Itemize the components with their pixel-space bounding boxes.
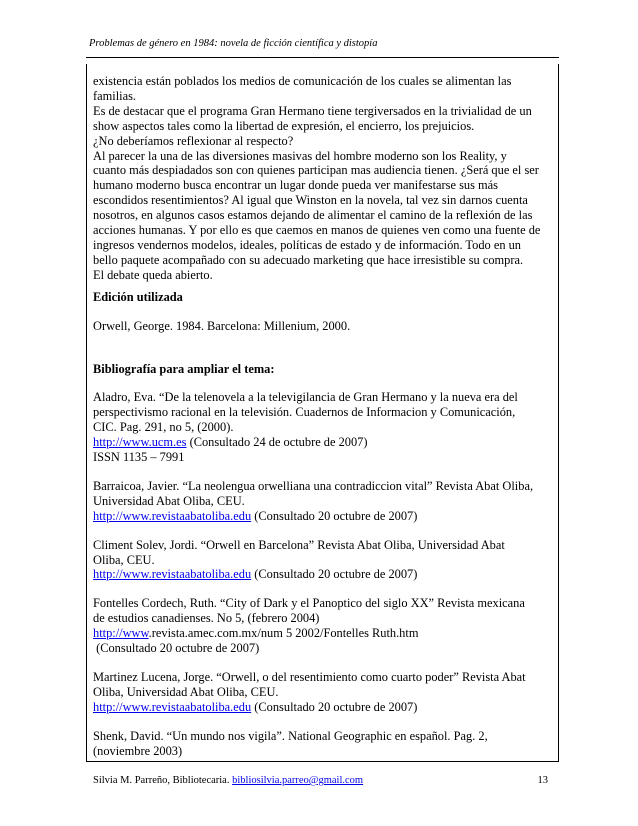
bibliography-entry — [93, 670, 553, 715]
body-line: escondidos resentimientos? Al igual que Winston en la novela, tal vez sin darnos cuenta — [93, 193, 528, 208]
body-line: El debate queda abierto. — [93, 267, 213, 282]
entry-link[interactable]: http://www — [93, 626, 149, 641]
body-line: acciones humanas. Y por ello es que caemos en manos de quienes ven como una fuente de — [93, 223, 541, 238]
edition-heading: Edición utilizada — [93, 289, 183, 304]
entry-line: Martinez Lucena, Jorge. “Orwell, o del resentimiento como cuarto poder” Revista Abat — [93, 670, 526, 684]
bibliography-entry — [93, 538, 553, 583]
entry-link-line — [93, 509, 553, 524]
body-line: humano moderno busca encontrar un lugar donde pueda ver manifestarse sus más — [93, 178, 498, 193]
body-line: cuanto más despiadados son con quienes participan mas audiencia tienen. ¿Será que el ser — [93, 163, 539, 178]
body-line: existencia están poblados los medios de comunicación de los cuales se alimentan las — [93, 74, 512, 88]
page-number: 13 — [537, 775, 548, 786]
entry-link[interactable]: http://www.revistaabatoliba.edu — [93, 699, 252, 714]
entry-link-line — [93, 700, 553, 715]
bibliography-entry — [93, 390, 553, 465]
entry-link[interactable]: http://www.revistaabatoliba.edu — [93, 508, 252, 523]
entry-line: perspectivismo racional en la televisión. Cuadernos de Informacion y Comunicación, — [93, 405, 516, 420]
entry-consulted: (Consultado 20 octubre de 2007) — [251, 699, 418, 714]
body-line: ¿No deberíamos reflexionar al respecto? — [93, 133, 294, 148]
header-rule — [86, 57, 559, 58]
entry-line: Oliba, CEU. — [93, 552, 155, 567]
body-line: ingresos vendernos modelos, ideales, políticas de estado y de información. Todo en un — [93, 237, 522, 252]
entry-link-line — [93, 435, 553, 450]
page-footer — [93, 775, 548, 786]
entry-consulted: (Consultado 20 octubre de 2007) — [251, 567, 418, 582]
entry-line: CIC. Pag. 291, no 5, (2000). — [93, 420, 234, 435]
body-line: Es de destacar que el programa Gran Hermano tiene tergiversados en la trivialidad de un — [93, 103, 532, 118]
entry-consulted: (Consultado 20 octubre de 2007) — [251, 508, 418, 523]
entry-link[interactable]: http://www.ucm.es — [93, 435, 187, 450]
entry-issn: ISSN 1135 – 7991 — [93, 450, 185, 465]
entry-line: Fontelles Cordech, Ruth. “City of Dark y el Panoptico del siglo XX” Revista mexicana — [93, 596, 525, 611]
entry-line: Aladro, Eva. “De la telenovela a la televigilancia de Gran Hermano y la nueva era del — [93, 390, 518, 405]
edition-text: Orwell, George. 1984. Barcelona: Millenium, 2000. — [93, 318, 351, 333]
bibliography-entry — [93, 596, 553, 656]
entry-line: Climent Solev, Jordi. “Orwell en Barcelona” Revista Abat Oliba, Universidad Abat — [93, 537, 505, 552]
body-line: show aspectos tales como la libertad de expresión, el encierro, los prejuicios. — [93, 118, 475, 133]
entry-line: Barraicoa, Javier. “La neolengua orwelliana una contradiccion vital” Revista Abat Oliba, — [93, 478, 534, 493]
bibliography-entry — [93, 729, 553, 759]
entry-link-line — [93, 567, 553, 582]
footer-rule — [86, 761, 559, 762]
footer-email-link[interactable]: bibliosilvia.parreo@gmail.com — [232, 775, 364, 786]
body-line: bello paquete acompañado con su adecuado marketing que hace irresistible su compra. — [93, 252, 524, 267]
page-content — [93, 74, 553, 759]
body-line: familias. — [93, 88, 137, 103]
entry-line: Shenk, David. “Un mundo nos vigila”. National Geographic en español. Pag. 2, — [93, 728, 488, 743]
entry-line: Universidad Abat Oliba, CEU. — [93, 493, 245, 508]
body-line: Al parecer la una de las diversiones masivas del hombre moderno son los Reality, y — [93, 148, 507, 163]
entry-consulted: (Consultado 20 octubre de 2007) — [93, 641, 260, 656]
entry-url-rest: .revista.amec.com.mx/num 5 2002/Fontelles Ruth.htm — [148, 626, 419, 641]
entry-consulted: (Consultado 24 de octubre de 2007) — [186, 435, 368, 450]
bibliography-heading: Bibliografía para ampliar el tema: — [93, 361, 275, 376]
body-line: nosotros, en algunos casos estamos dejando de alimentar el camino de la reflexión de las — [93, 208, 533, 223]
entry-link-line — [93, 626, 553, 641]
entry-link[interactable]: http://www.revistaabatoliba.edu — [93, 567, 252, 582]
entry-line: de estudios canadienses. No 5, (febrero 2004) — [93, 611, 320, 626]
running-header: Problemas de género en 1984: novela de ficción científica y distopía — [89, 38, 378, 49]
bibliography-entry — [93, 479, 553, 524]
entry-line: (noviembre 2003) — [93, 743, 183, 758]
entry-line: Oliba, Universidad Abat Oliba, CEU. — [93, 684, 279, 699]
footer-author: Silvia M. Parreño, Bibliotecaria. — [93, 775, 233, 786]
